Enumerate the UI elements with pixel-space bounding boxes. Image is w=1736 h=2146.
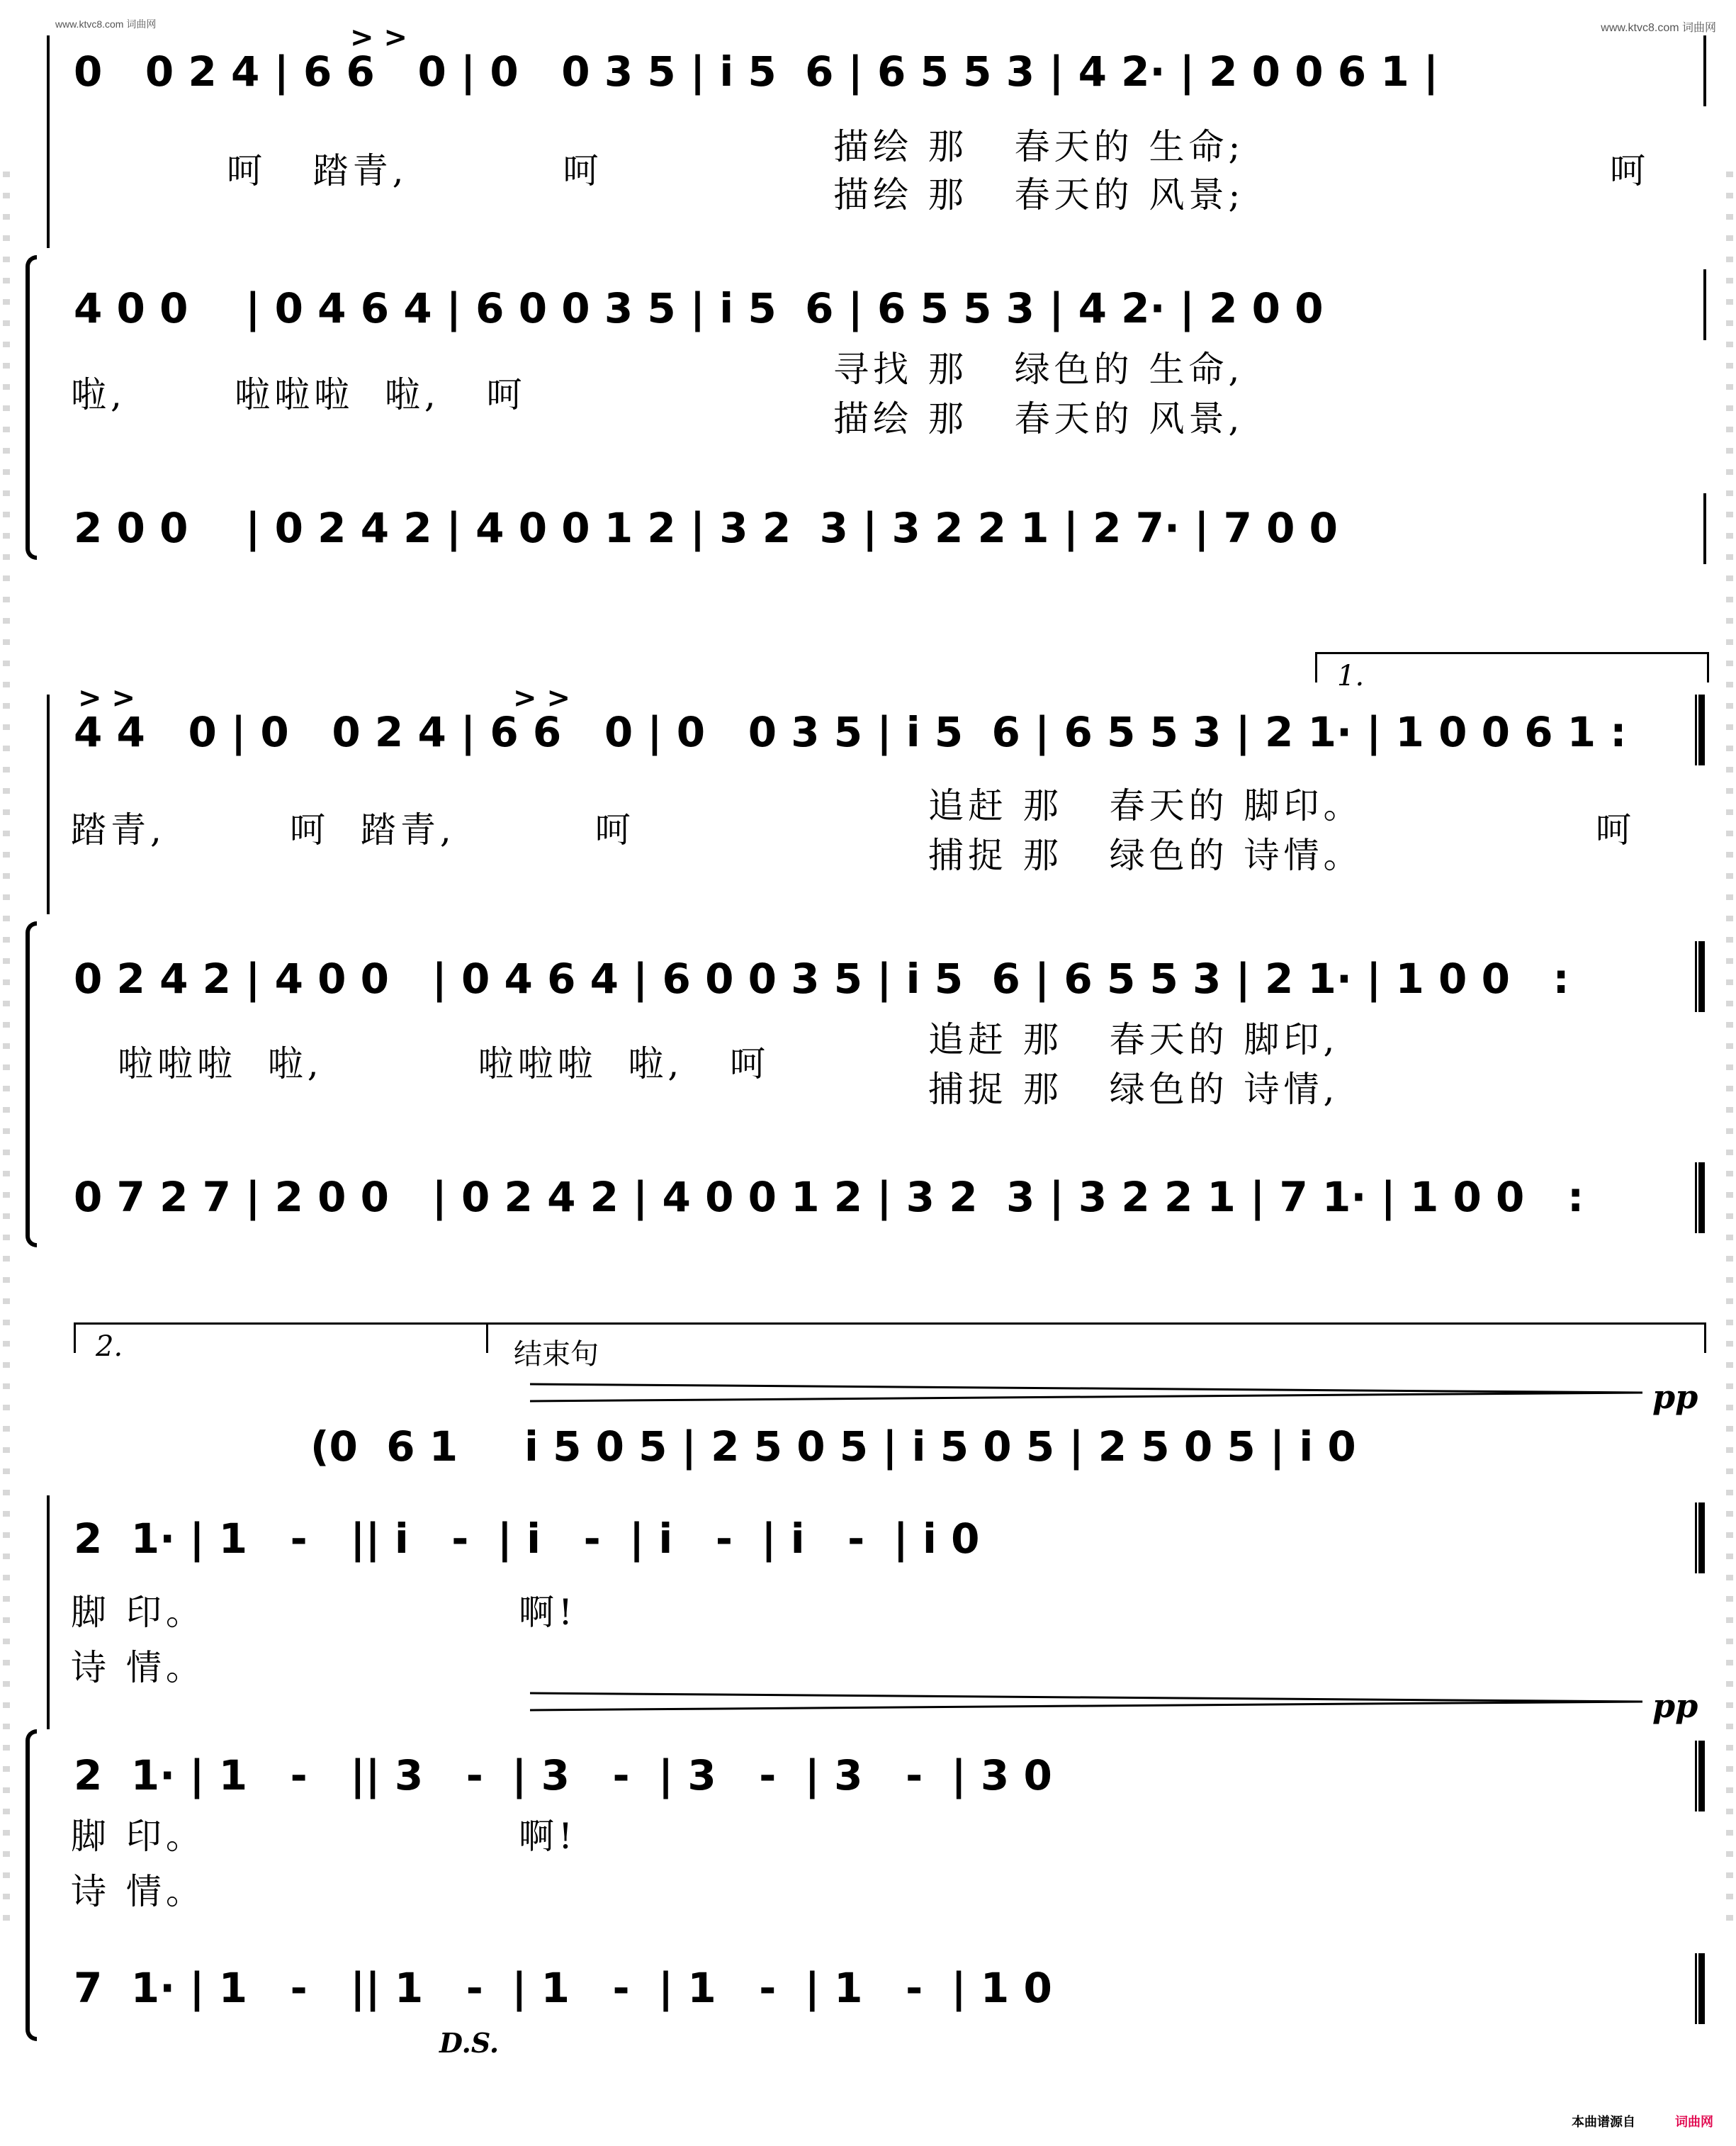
- system-3-lyric-1c: 啊!: [519, 1592, 577, 1633]
- system-2-part-3: 0 7 2 7 | 2 0 0 | 0 2 4 2 | 4 0 0 1 2 | 3 2 3 | 3 2 2 1 | 7 1· | 1 0 0 :: [74, 1173, 1584, 1221]
- system-2-part-1: 4 4 0 | 0 0 2 4 | 6 6 0 | 0 0 3 5 | i 5 6 | 6 5 5 3 | 2 1· | 1 0 0 6 1 :: [74, 708, 1627, 756]
- system-1-lyric-1b: 描绘 那 春天的 生命;: [833, 126, 1245, 167]
- system-1-left-line: [47, 35, 50, 248]
- system-1-part-1: 0 0 2 4 | 6 6 0 | 0 0 3 5 | i 5 6 | 6 5 5 3 | 4 2· | 2 0 0 6 1 |: [74, 47, 1439, 96]
- right-watermark-strip: [1726, 156, 1733, 1928]
- header-left: www.ktvc8.com 词曲网: [55, 18, 157, 30]
- final-barline: [1695, 1741, 1705, 1811]
- system-3-lyric-2a: 脚 印。: [71, 1816, 205, 1857]
- system-3-lyric-1a: 脚 印。: [71, 1592, 205, 1633]
- footer-site-link[interactable]: 词曲网: [1675, 2115, 1713, 2130]
- accent-mark: > >: [350, 21, 407, 54]
- system-2-left-line: [47, 695, 50, 914]
- system-1-part-3: 2 0 0 | 0 2 4 2 | 4 0 0 1 2 | 3 2 3 | 3 2 2 1 | 2 7· | 7 0 0: [74, 504, 1338, 552]
- system-1-lyric-2a: 啦, 啦啦啦 啦, 呵: [71, 374, 526, 415]
- system-2-lyric-1a: 踏青, 呵 踏青, 呵: [71, 809, 635, 850]
- accent-mark: > >: [78, 682, 135, 714]
- left-watermark-strip: [3, 156, 10, 1928]
- system-1-lyric-1c: 描绘 那 春天的 风景;: [833, 174, 1245, 215]
- system-2-lyric-2c: 捕捉 那 绿色的 诗情,: [928, 1069, 1339, 1110]
- system-3-bracket: [26, 1729, 37, 2041]
- system-2-lyric-1b: 追赶 那 春天的 脚印。: [928, 785, 1363, 826]
- system-3-part-3: 7 1· | 1 - || 1 - | 1 - | 1 - | 1 - | 1 0: [74, 1964, 1052, 2012]
- system-3-lyric-2b: 诗 情。: [71, 1871, 205, 1912]
- system-2-lyric-1d: 呵: [1596, 809, 1635, 850]
- system-2-lyric-2a: 啦啦啦 啦, 啦啦啦 啦, 呵: [118, 1043, 770, 1084]
- footer-source: 本曲谱源自: [1572, 2115, 1635, 2130]
- system-1-part-2: 4 0 0 | 0 4 6 4 | 6 0 0 3 5 | i 5 6 | 6 5 5 3 | 4 2· | 2 0 0: [74, 284, 1324, 332]
- decrescendo-hairpin: [530, 1382, 1650, 1403]
- barline: [1703, 35, 1706, 106]
- system-3-part-2: 2 1· | 1 - || 3 - | 3 - | 3 - | 3 - | 3 0: [74, 1751, 1052, 1799]
- decrescendo-hairpin: [530, 1691, 1650, 1712]
- system-1-lyric-1a: 呵 踏青, 呵: [227, 150, 603, 191]
- system-2-part-2: 0 2 4 2 | 4 0 0 | 0 4 6 4 | 6 0 0 3 5 | i 5 6 | 6 5 5 3 | 2 1· | 1 0 0 :: [74, 955, 1569, 1003]
- accent-mark: > >: [513, 682, 570, 714]
- system-1-lyric-2b: 寻找 那 绿色的 生命,: [833, 349, 1244, 390]
- dal-segno: D.S.: [439, 2027, 500, 2059]
- instrumental-line: i 5 0 5 | 2 5 0 5 | i 5 0 5 | 2 5 0 5 | i 0: [524, 1422, 1356, 1471]
- ending-label: 结束句: [514, 1338, 599, 1371]
- repeat-end-barline: [1695, 695, 1705, 765]
- volta-bracket-1: 1.: [1315, 652, 1709, 682]
- instrumental-intro: (0 6 1: [310, 1422, 458, 1471]
- system-1-lyric-1d: 呵: [1610, 150, 1650, 191]
- dynamic-pp: pp: [1652, 1378, 1698, 1416]
- repeat-end-barline: [1695, 941, 1705, 1012]
- volta-bracket-2: 2.: [74, 1322, 487, 1353]
- barline: [1703, 269, 1706, 340]
- final-barline: [1695, 1953, 1705, 2024]
- barline: [1703, 493, 1706, 564]
- dynamic-pp: pp: [1652, 1687, 1698, 1725]
- system-3-part-1: 2 1· | 1 - || i - | i - | i - | i - | i 0: [74, 1515, 980, 1563]
- system-3-lyric-2c: 啊!: [519, 1816, 577, 1857]
- final-barline: [1695, 1502, 1705, 1573]
- ending-bracket: [486, 1322, 1706, 1371]
- system-1-lyric-2c: 描绘 那 春天的 风景,: [833, 398, 1244, 439]
- system-3-left-line: [47, 1495, 50, 1729]
- system-2-lyric-2b: 追赶 那 春天的 脚印,: [928, 1019, 1339, 1060]
- repeat-end-barline: [1695, 1162, 1705, 1233]
- system-2-bracket: [26, 921, 37, 1247]
- header-right: www.ktvc8.com 词曲网: [1601, 22, 1716, 34]
- system-1-bracket: [26, 255, 37, 560]
- system-3-lyric-1b: 诗 情。: [71, 1647, 205, 1688]
- system-2-lyric-1c: 捕捉 那 绿色的 诗情。: [928, 835, 1363, 876]
